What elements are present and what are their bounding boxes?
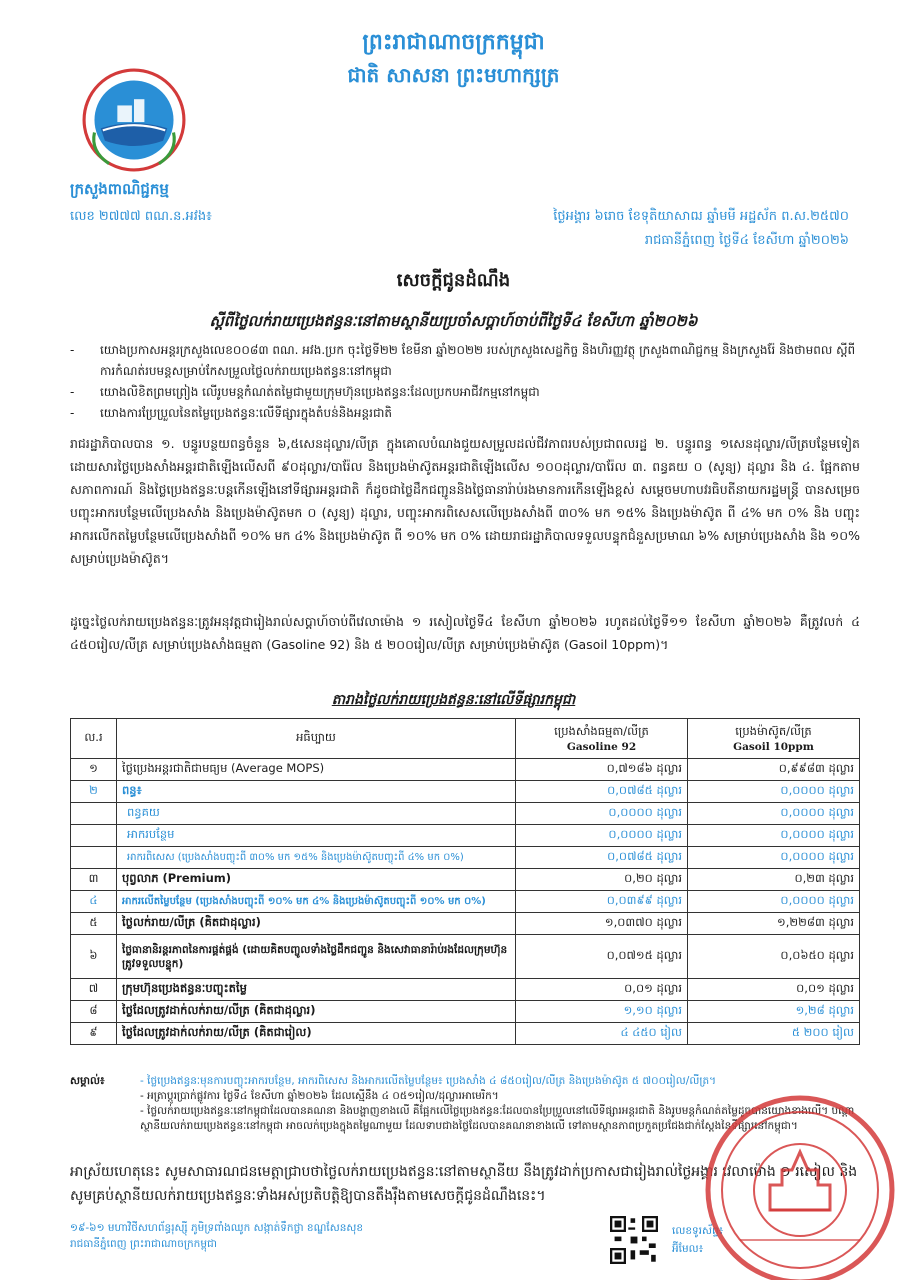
row-description: ក្រុមហ៊ុនប្រេងឥន្ធនៈបញ្ចុះតម្លៃ <box>117 979 516 1001</box>
phone-label: លេខទូរស័ព្ទ៖ <box>672 1225 724 1237</box>
header-gasoline <box>516 719 688 759</box>
row-number: ៦ <box>71 935 117 979</box>
footer-address <box>70 1220 363 1252</box>
gasoline-value: ១,០៣៧០ ដុល្លារ <box>516 913 688 935</box>
table-row <box>71 825 860 847</box>
row-number: ៥ <box>71 913 117 935</box>
reference-list <box>70 340 860 424</box>
header-no: ល.រ <box>71 719 117 759</box>
gasoline-value: ០,០៣៩៩ ដុល្លារ <box>516 891 688 913</box>
gasoil-value: ០,០៦៥០ ដុល្លារ <box>688 935 860 979</box>
gasoline-value: ០,០១ ដុល្លារ <box>516 979 688 1001</box>
lunar-date: ថ្ងៃអង្គារ ៦រោច ខែទុតិយាសាឍ ឆ្នាំមមី អដ្ឋស័ក ព.ស.២៥៧០ <box>553 209 849 224</box>
header-description: អធិប្បាយ <box>117 719 516 759</box>
gasoil-value: ០,០០០០ ដុល្លារ <box>688 847 860 869</box>
row-description: អាករលើតម្លៃបន្ថែម (ប្រេងសាំងបញ្ចុះពី ១០% មក ៤% និងប្រេងម៉ាស៊ូតបញ្ចុះពី ១០% មក ០%) <box>117 891 516 913</box>
row-number: ៩ <box>71 1023 117 1045</box>
row-description: ថ្លៃដែលត្រូវដាក់លក់រាយ/លីត្រ (គិតជារៀល) <box>117 1023 516 1045</box>
note-item: - អត្រាប្តូរប្រាក់ផ្លូវការ ថ្ងៃទី៤ ខែសីហា ឆ្នាំ២០២៦ ដែលស្មើនឹង ៤ ០៥១រៀល/ដុល្លារអាមេរិក។ <box>140 1089 860 1104</box>
reference-item: - យោងលិខិតព្រមព្រៀង លើរូបមន្តកំណត់តម្លៃជាមួយក្រុមហ៊ុនប្រេងឥន្ធនៈដែលប្រកបអាជីវកម្មនៅកម្ពុជា <box>70 382 860 403</box>
kingdom-heading: ព្រះរាជាណាចក្រកម្ពុជា <box>362 29 545 55</box>
row-number: ៣ <box>71 869 117 891</box>
qr-code-icon[interactable] <box>610 1216 658 1264</box>
official-seal-icon <box>700 1090 900 1280</box>
gasoline-value: ៤ ៤៥០ រៀល <box>516 1023 688 1045</box>
header-gasoil <box>688 719 860 759</box>
gasoil-value: ០,០០០០ ដុល្លារ <box>688 891 860 913</box>
table-row <box>71 1001 860 1023</box>
table-row <box>71 1023 860 1045</box>
gasoil-value: ០,៩៩៨៣ ដុល្លារ <box>688 759 860 781</box>
reference-item: - យោងប្រកាសអន្តរក្រសួងលេខ០០៨៣ ពណ. អវង.ប្រក ចុះថ្ងៃទី២២ ខែមីនា ឆ្នាំ២០២២ របស់ក្រសួងសេដ្ឋកិច្ច និងហិរញ្ញវត្ថុ ក្រសួងពាណិជ្ជកម្ម និងក្រសួងរ៉ែ និងថាមពល ស្តីពីការកំណត់របមន្តសម្រាប់កែសម្រួលថ្លៃលក់រាយប្រេងឥន្ធនៈនៅកម្ពុជា <box>70 340 860 382</box>
ministry-name: ក្រសួងពាណិជ្ជកម្ម <box>70 180 169 198</box>
gasoil-value: ១,២៨ ដុល្លារ <box>688 1001 860 1023</box>
decision-paragraph: រាជរដ្ឋាភិបាលបាន ១. បន្ធូរបន្ថយពន្ធចំនួន ៦,៥សេនដុល្លារ/លីត្រ ក្នុងគោលបំណងជួយសម្រួលដល់ជីវភាពរបស់ប្រជាពលរដ្ឋ ២. បន្ធូរពន្ធ ១សេនដុល្លារ/លីត្របន្ថែមទៀត ដោយសារថ្លៃប្រេងសាំងអន្តរជាតិឡើងលើសពី ៩០ដុល្លារ/បារ៉ែល និងប្រេងម៉ាស៊ូតអន្តរជាតិឡើងលើស ១០០ដុល្លារ/បារ៉ែល ៣. ពន្ធគយ ០ (សូន្យ) ដុល្លារ និង ៤. ផ្អែកតាមសភាពការណ៍ និងថ្លៃប្រេងឥន្ធនៈបន្តកើនឡើងនៅទីផ្សារអន្តរជាតិ ក៏ដូចជាថ្លៃដឹកជញ្ជូននិងថ្លៃធានារ៉ាប់រងមានការកើនឡើងខ្ពស់ សម្តេចមហាបវរធិបតីនាយករដ្ឋមន្ត្រី បានសម្រេច បញ្ចុះអាករបន្ថែមលើប្រេងសាំង និងប្រេងម៉ាស៊ូតមក ០ (សូន្យ) ដុល្លារ, បញ្ចុះអាករពិសេសលើប្រេងសាំងពី ៣០% មក ១៥% និងប្រេងម៉ាស៊ូត ពី ៤% មក ០% និង បញ្ចុះអាករលើកតម្លៃបន្ថែមលើប្រេងសាំងពី ១០% មក ៤% និងប្រេងម៉ាស៊ូត ពី ១០% មក ០% ដោយរាជរដ្ឋាភិបាលទទួលបន្ទុកជំនួសប្រមាណ ៦% សម្រាប់ប្រេងសាំង និង ១០% សម្រាប់ប្រេងម៉ាស៊ូត។ <box>70 436 860 566</box>
table-row <box>71 759 860 781</box>
note-item: - ថ្លៃលក់រាយប្រេងឥន្ធនៈនៅកម្ពុជាដែលបានគណនា និងបង្ហាញខាងលើ គឺផ្អែកលើថ្លៃប្រេងឥន្ធនៈដែលបានប្រែប្រួលនៅលើទីផ្សារអន្តរជាតិ និងរូបមន្តកំណត់តម្លៃដូចបានយោងខាងលើ។ បណ្តាស្ថានីយលក់រាយប្រេងឥន្ធនៈនៅកម្ពុជា អាចលក់ប្រេងក្នុងតម្លៃណាមួយ ដែលទាបជាងថ្លៃដែលបានគណនាខាងលើ ទៅតាមស្ថានភាពប្រកួតប្រជែងជាក់ស្តែងនៃទីផ្សារនៅកម្ពុជា។ <box>140 1104 860 1134</box>
row-description: ថ្លៃលក់រាយ/លីត្រ (គិតជាដុល្លារ) <box>117 913 516 935</box>
header-gasoline-sub: Gasoline 92 <box>566 741 637 753</box>
gasoline-value: ០,២០ ដុល្លារ <box>516 869 688 891</box>
gasoil-value: ០,០០០០ ដុល្លារ <box>688 781 860 803</box>
gasoil-value: ៥ ២០០ រៀល <box>688 1023 860 1045</box>
row-description: ថ្លៃដែលត្រូវដាក់លក់រាយ/លីត្រ (គិតជាដុល្លារ) <box>117 1001 516 1023</box>
gasoline-value: ១,១០ ដុល្លារ <box>516 1001 688 1023</box>
row-description: អាករបន្ថែម <box>117 825 516 847</box>
price-paragraph: ដូច្នេះថ្លៃលក់រាយប្រេងឥន្ធនៈត្រូវអនុវត្តជារៀងរាល់សប្តាហ៍ចាប់ពីវេលាម៉ោង ១ រសៀលថ្ងៃទី៤ ខែសីហា ឆ្នាំ២០២៦ រហូតដល់ថ្ងៃទី១១ ខែសីហា ឆ្នាំ២០២៦ គឺត្រូវលក់ ៤ ៤៥០រៀល/លីត្រ សម្រាប់ប្រេងសាំងធម្មតា (Gasoline 92) និង ៥ ២០០រៀល/លីត្រ សម្រាប់ប្រេងម៉ាស៊ូត (Gasoil 10ppm)។ <box>70 614 861 652</box>
gasoil-value: ០,០០០០ ដុល្លារ <box>688 803 860 825</box>
gasoline-value: ០,០៧៨៥ ដុល្លារ <box>516 847 688 869</box>
row-number <box>71 847 117 869</box>
table-title: តារាងថ្លៃលក់រាយប្រេងឥន្ធនៈនៅលើទីផ្សារកម្ពុជា <box>331 692 576 708</box>
table-row <box>71 913 860 935</box>
gasoline-value: ០,០៧៨៥ ដុល្លារ <box>516 781 688 803</box>
document-title: សេចក្តីជូនដំណឹង <box>396 270 511 291</box>
row-description: បុព្វលាភ (Premium) <box>117 869 516 891</box>
email-label: អ៊ីមែល៖ <box>672 1243 704 1255</box>
table-row <box>71 869 860 891</box>
header-gasoil-label: ប្រេងម៉ាស៊ូត/លីត្រ <box>735 724 812 738</box>
place-and-date: រាជធានីភ្នំពេញ ថ្ងៃទី៤ ខែសីហា ឆ្នាំ២០២៦ <box>644 233 849 248</box>
reference-item: - យោងការប្រែប្រួលនៃតម្លៃប្រេងឥន្ធនៈលើទីផ្សារក្នុងតំបន់និងអន្តរជាតិ <box>70 403 860 424</box>
table-row <box>71 803 860 825</box>
gasoil-value: ១,២២៨៣ ដុល្លារ <box>688 913 860 935</box>
address-line: ១៩-៦១ មហាវិថីសហព័ន្ធរុស្ស៊ី ភូមិទ្រពាំងឈូក សង្កាត់ទឹកថ្លា ខណ្ឌសែនសុខ <box>70 1222 364 1234</box>
table-header-row <box>71 719 860 759</box>
address-line: រាជធានីភ្នំពេញ ព្រះរាជាណាចក្រកម្ពុជា <box>70 1238 217 1250</box>
gasoline-value: ០,៧១៨៦ ដុល្លារ <box>516 759 688 781</box>
table-row <box>71 781 860 803</box>
row-number: ៧ <box>71 979 117 1001</box>
national-motto: ជាតិ សាសនា ព្រះមហាក្សត្រ <box>347 63 560 87</box>
row-description: ពន្ធគយ <box>117 803 516 825</box>
closing-paragraph: អាស្រ័យហេតុនេះ សូមសាធារណជនមេត្តាជ្រាបថាថ្លៃលក់រាយប្រេងឥន្ធនៈនៅតាមស្ថានីយ នឹងត្រូវដាក់ប្រកាសជារៀងរាល់ថ្ងៃអង្គារ វេលាម៉ោង ១ រសៀល និងសូមគ្រប់ស្ថានីយលក់រាយប្រេងឥន្ធនៈទាំងអស់ប្រតិបត្តិឱ្យបានតឹងរ៉ឹងតាមសេចក្តីជូនដំណឹងនេះ។ <box>70 1164 858 1204</box>
row-description: ថ្លៃធានានិរន្តរភាពនៃការផ្គត់ផ្គង់ (ដោយគិតបញ្ចូលទាំងថ្លៃដឹកជញ្ជូន និងសេវាធានារ៉ាប់រងដែលក្រុមហ៊ុនត្រូវទទួលបន្ទុក) <box>117 935 516 979</box>
row-number: ១ <box>71 759 117 781</box>
row-description: អាករពិសេស (ប្រេងសាំងបញ្ចុះពី ៣០% មក ១៥% និងប្រេងម៉ាស៊ូតបញ្ចុះពី ៤% មក ០%) <box>117 847 516 869</box>
document-subtitle: ស្តីពីថ្លៃលក់រាយប្រេងឥន្ធនៈនៅតាមស្ថានីយប្រចាំសប្តាហ៍ចាប់ពីថ្ងៃទី៤ ខែសីហា ឆ្នាំ២០២៦ <box>209 312 698 330</box>
row-number <box>71 825 117 847</box>
header-gasoline-label: ប្រេងសាំងធម្មតា/លីត្រ <box>554 724 649 738</box>
gasoil-value: ០,០០០០ ដុល្លារ <box>688 825 860 847</box>
ministry-of-commerce-logo-icon <box>82 68 186 172</box>
gasoline-value: ០,០០០០ ដុល្លារ <box>516 803 688 825</box>
table-row <box>71 891 860 913</box>
row-number: ៤ <box>71 891 117 913</box>
row-number <box>71 803 117 825</box>
note-item: - ថ្លៃប្រេងឥន្ធនៈមុនការបញ្ចុះអាករបន្ថែម, អាករពិសេស និងអាករលើតម្លៃបន្ថែម៖ ប្រេងសាំង ៤ ៨៥០រៀល/លីត្រ និងប្រេងម៉ាស៊ូត ៥ ៧០០រៀល/លីត្រ។ <box>140 1074 860 1089</box>
row-description: ពន្ធ៖ <box>117 781 516 803</box>
table-row <box>71 979 860 1001</box>
row-number: ២ <box>71 781 117 803</box>
table-row <box>71 935 860 979</box>
fuel-price-table <box>70 718 860 1045</box>
reference-number: លេខ ២៧៧៧ ពណ.ន.អវង៖ <box>70 209 212 224</box>
table-row <box>71 847 860 869</box>
gasoil-value: ០,០១ ដុល្លារ <box>688 979 860 1001</box>
row-description: ថ្លៃប្រេងអន្តរជាតិជាមធ្យម (Average MOPS) <box>117 759 516 781</box>
row-number: ៨ <box>71 1001 117 1023</box>
notes-label: សម្គាល់៖ <box>70 1075 105 1087</box>
gasoil-value: ០,២៣ ដុល្លារ <box>688 869 860 891</box>
gasoline-value: ០,០៧១៥ ដុល្លារ <box>516 935 688 979</box>
gasoline-value: ០,០០០០ ដុល្លារ <box>516 825 688 847</box>
header-gasoil-sub: Gasoil 10ppm <box>733 741 814 753</box>
